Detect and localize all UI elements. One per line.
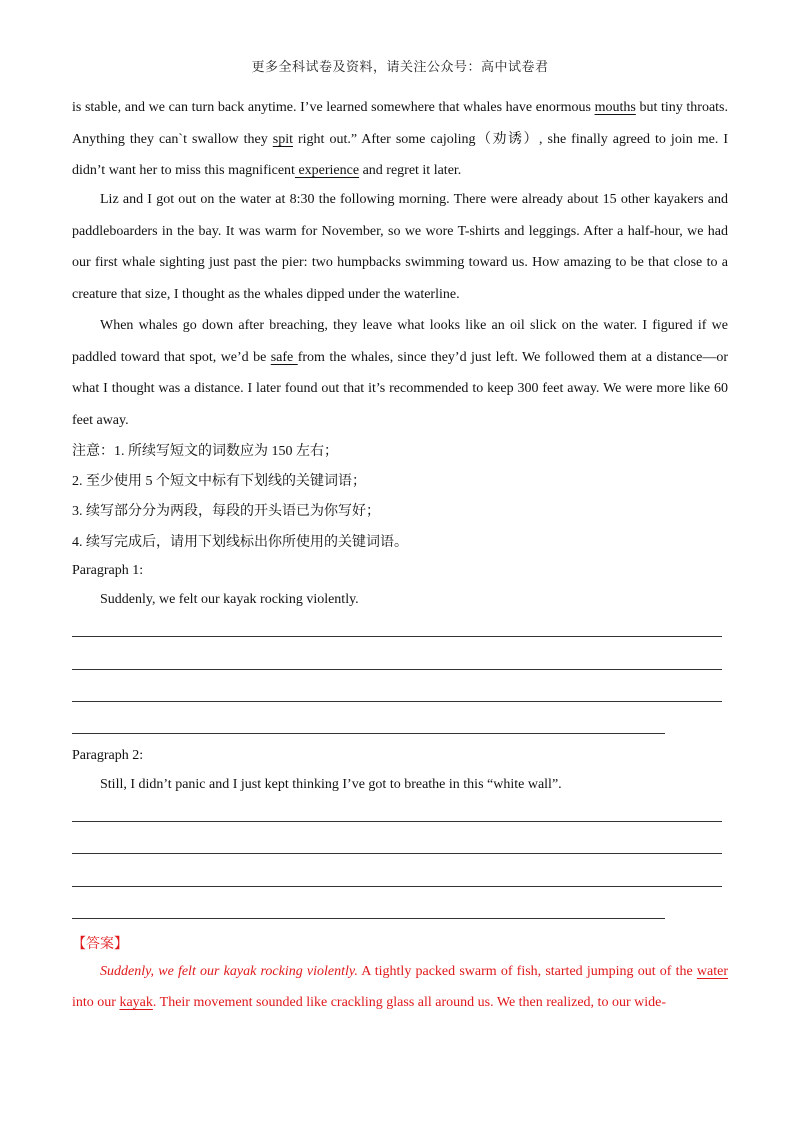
keyword-spit: spit [272, 131, 293, 147]
page-header: 更多全科试卷及资料，请关注公众号：高中试卷君 [251, 59, 549, 74]
answer-text: Suddenly, we felt our kayak rocking violently. A tightly packed swarm of fish, started jumping out of the water into our kayak. Their movement sounded like crackling glass all around us. We then realized, to our wide- [72, 964, 728, 1010]
answer-italic-start: Suddenly, we felt our kayak rocking violently. [100, 964, 358, 979]
answer-heading: 【答案】 [72, 937, 128, 952]
paragraph1-label: Paragraph 1: [72, 563, 144, 578]
keyword-mouths: mouths [594, 100, 636, 115]
writing-line [72, 853, 722, 854]
keyword-water: water [696, 964, 728, 979]
writing-line [72, 821, 722, 822]
paragraph2-label: Paragraph 2: [72, 748, 144, 763]
note-line-2: 2. 至少使用 5 个短文中标有下划线的关键词语； [72, 474, 366, 489]
paragraph2-start: Still, I didn’t panic and I just kept thinking I’ve got to breathe in this “white wall”. [100, 777, 562, 792]
keyword-experience: experience [294, 163, 360, 178]
keyword-kayak: kayak [119, 995, 153, 1010]
passage-paragraph-1: is stable, and we can turn back anytime. I’ve learned somewhere that whales have enormous mouths but tiny throats. Anything they can`t swallow they spit right out.” After some cajoling（劝诱）, she finally agreed to join me. I didn’t want her to miss this magnificent experience and regret it later. [72, 100, 728, 178]
passage-paragraph-3: When whales go down after breaching, they leave what looks like an oil slick on the water. I figured if we paddled toward that spot, we’d be safe from the whales, since they’d just left. We followed them at a distance—or what I thought was a distance. I later found out that it’s recommended to keep 300 feet away. We were more like 60 feet away. [72, 318, 728, 428]
writing-line [72, 669, 722, 670]
writing-line [72, 918, 665, 919]
note-line-4: 4. 续写完成后，请用下划线标出你所使用的关键词语。 [72, 535, 408, 550]
passage-paragraph-2: Liz and I got out on the water at 8:30 the following morning. There were already about 15 other kayakers and paddleboarders in the bay. It was warm for November, so we wore T-shirts and leggings. After a half-hour, we had our first whale sighting just past the pier: two humpbacks swimming toward us. How amazing to be that close to a creature that size, I thought as the whales dipped under the waterline. [72, 192, 728, 302]
note-line-3: 3. 续写部分分为两段，每段的开头语已为你写好； [72, 504, 380, 519]
writing-line [72, 636, 722, 637]
writing-line [72, 886, 722, 887]
keyword-safe: safe [270, 349, 298, 365]
paragraph1-start: Suddenly, we felt our kayak rocking violently. [100, 592, 359, 607]
note-line-1: 注意：1. 所续写短文的词数应为 150 左右； [72, 444, 338, 459]
writing-line [72, 701, 722, 702]
writing-line [72, 733, 665, 734]
